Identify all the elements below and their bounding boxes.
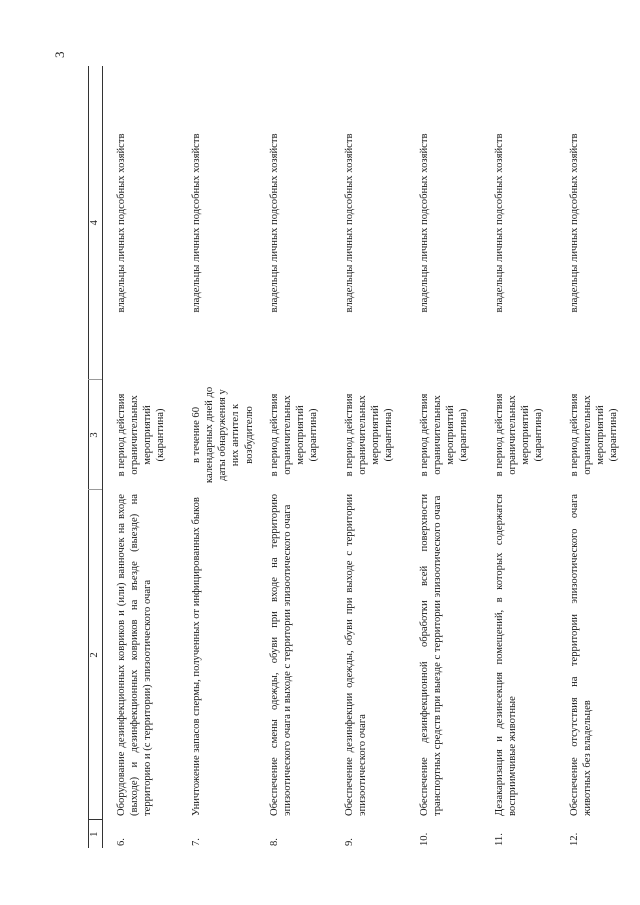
measure-period: в период действия ограничительных мероприятий (карантина) <box>343 393 394 477</box>
table-row <box>556 66 631 848</box>
measure-description: Обеспечение дезинфекционной обработки всей поверхности транспортных средств при выезде с территории эпизоотического очага <box>418 494 443 816</box>
measure-responsible: владельцы личных подсобных хозяйств <box>493 133 505 313</box>
measure-description: Обеспечение смены одежды, обуви при входе на территорию эпизоотического очага и выходе с территории эпизоотического очага <box>268 494 293 816</box>
row-number: 12. <box>568 832 580 846</box>
measure-responsible: владельцы личных подсобных хозяйств <box>418 133 430 313</box>
measure-description: Уничтожение запасов спермы, полученных от инфицированных быков <box>191 497 202 816</box>
row-number: 6. <box>116 838 127 846</box>
measure-responsible: владельцы личных подсобных хозяйств <box>268 133 280 313</box>
row-number: 10. <box>418 832 430 846</box>
row-number: 7. <box>191 838 202 846</box>
measure-responsible: владельцы личных подсобных хозяйств <box>343 133 355 313</box>
table-row <box>103 66 179 848</box>
measure-description: Дезакаризация и дезинсекция помещений, в которых содержатся восприимчивые животные <box>493 494 518 816</box>
measure-responsible: владельцы личных подсобных хозяйств <box>191 133 202 313</box>
measure-period: в период действия ограничительных мероприятий (карантина) <box>268 393 319 477</box>
row-number: 11. <box>493 833 505 846</box>
header-col-3: 3 <box>88 380 103 490</box>
measure-period: в период действия ограничительных мероприятий (карантина) <box>493 393 544 477</box>
measure-period: в период действия ограничительных мероприятий (карантина) <box>418 393 469 477</box>
measure-responsible: владельцы личных подсобных хозяйств <box>568 133 580 313</box>
measure-description: Обеспечение отсутствия на территории эпизоотического очага животных без владельцев <box>568 494 593 816</box>
row-number: 9. <box>343 838 355 846</box>
table-row <box>256 66 331 848</box>
table-row <box>178 66 256 848</box>
row-number: 8. <box>268 838 280 846</box>
measures-table <box>88 66 631 848</box>
rotated-table-container <box>88 66 619 848</box>
header-col-1: 1 <box>88 820 103 848</box>
page-number: 3 <box>52 51 67 58</box>
measure-responsible: владельцы личных подсобных хозяйств <box>116 133 127 313</box>
measure-period: в период действия ограничительных мероприятий (карантина) <box>568 393 619 477</box>
measure-description: Обеспечение дезинфекции одежды, обуви при выходе с территории эпизоотического очага <box>343 494 368 816</box>
header-col-2: 2 <box>88 490 103 820</box>
measure-description: Оборудование дезинфекционных ковриков и (или) ванночек на входе (выходе) и дезинфекционных ковриков на въезде (выезде) на территорию и (с территории) эпизоотического очага <box>116 494 154 816</box>
table-row <box>406 66 481 848</box>
table-row <box>331 66 406 848</box>
table-header-row <box>88 66 103 848</box>
table-row <box>481 66 556 848</box>
header-col-4: 4 <box>88 66 103 380</box>
measure-period: в течение 60 календарных дней до даты обнаружения у них антител к возбудителю <box>191 386 255 484</box>
measure-period: в период действия ограничительных мероприятий (карантина) <box>116 393 167 477</box>
